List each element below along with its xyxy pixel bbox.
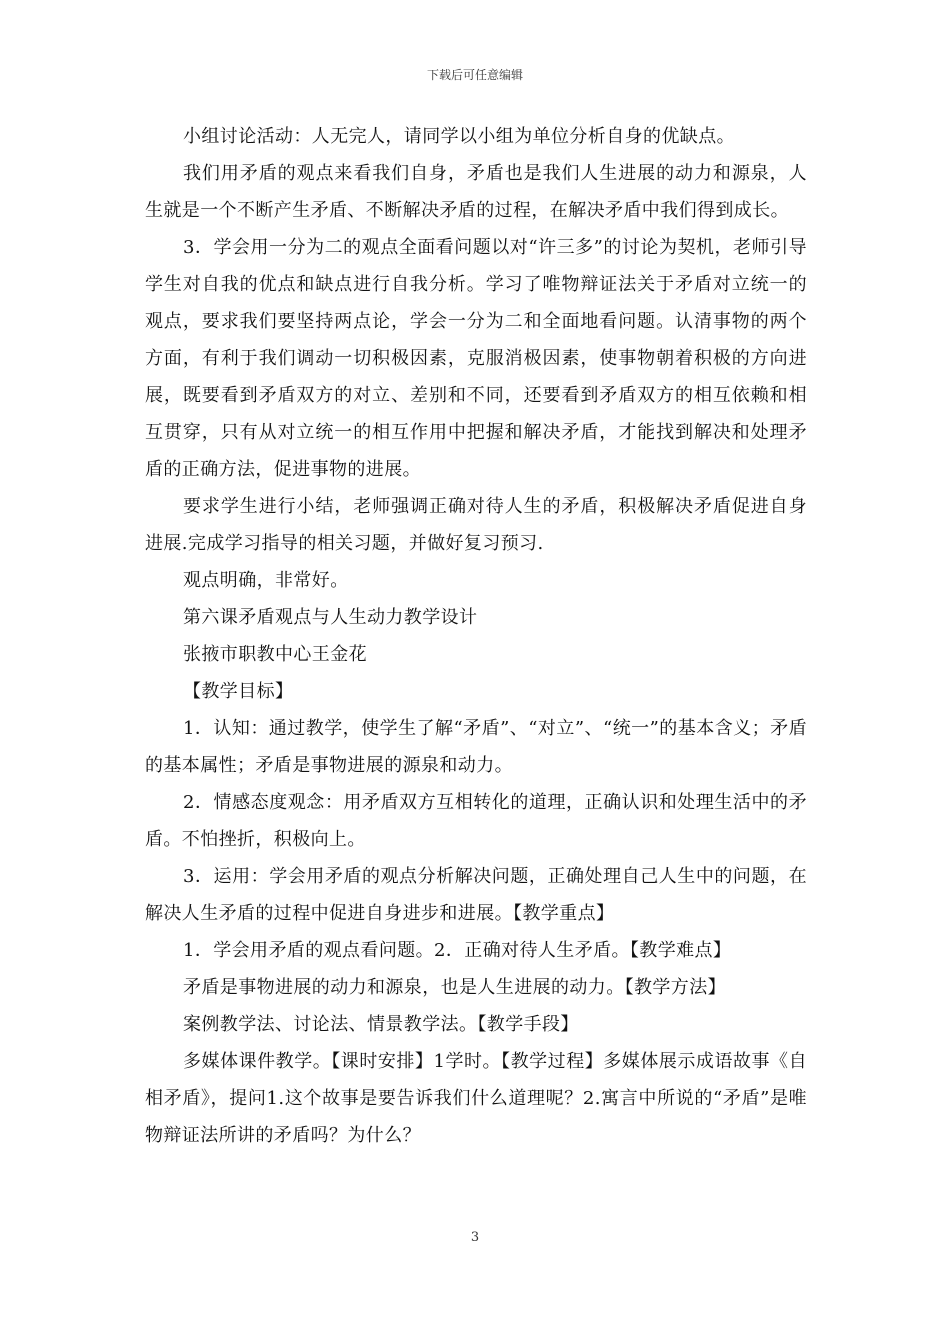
paragraph: 观点明确，非常好。 <box>183 570 349 591</box>
document-body <box>145 118 807 1154</box>
paragraph: 小组讨论活动：人无完人，请同学以小组为单位分析自身的优缺点。 <box>183 126 735 147</box>
paragraph: 1．认知：通过教学，使学生了解“矛盾”、“对立”、“统一”的基本含义；矛盾的基本属性；矛盾是事物进展的源泉和动力。 <box>145 718 807 776</box>
paragraph: 矛盾是事物进展的动力和源泉，也是人生进展的动力。【教学方法】 <box>183 977 726 998</box>
author-line: 张掖市职教中心王金花 <box>183 644 367 665</box>
page-number: 3 <box>470 1230 480 1245</box>
paragraph: 1．学会用矛盾的观点看问题。2．正确对待人生矛盾。【教学难点】 <box>183 940 732 961</box>
paragraph: 2．情感态度观念：用矛盾双方互相转化的道理，正确认识和处理生活中的矛盾。不怕挫折，积极向上。 <box>145 792 807 850</box>
page-header: 下载后可任意编辑 <box>426 68 523 82</box>
lesson-title: 第六课矛盾观点与人生动力教学设计 <box>183 607 478 628</box>
paragraph: 多媒体课件教学。【课时安排】1学时。【教学过程】多媒体展示成语故事《自相矛盾》，提问1.这个故事是要告诉我们什么道理呢？2.寓言中所说的“矛盾”是唯物辩证法所讲的矛盾吗？为什么？ <box>145 1051 807 1146</box>
paragraph: 我们用矛盾的观点来看我们自身，矛盾也是我们人生进展的动力和源泉，人生就是一个不断产生矛盾、不断解决矛盾的过程，在解决矛盾中我们得到成长。 <box>145 163 807 221</box>
paragraph: 要求学生进行小结，老师强调正确对待人生的矛盾，积极解决矛盾促进自身进展.完成学习指导的相关习题，并做好复习预习. <box>145 496 807 554</box>
paragraph: 3．学会用一分为二的观点全面看问题以对“许三多”的讨论为契机，老师引导学生对自我的优点和缺点进行自我分析。学习了唯物辩证法关于矛盾对立统一的观点，要求我们要坚持两点论，学会一分为二和全面地看问题。认清事物的两个方面，有利于我们调动一切积极因素，克服消极因素，使事物朝着积极的方向进展，既要看到矛盾双方的对立、差别和不同，还要看到矛盾双方的相互依赖和相互贯穿，只有从对立统一的相互作用中把握和解决矛盾，才能找到解决和处理矛盾的正确方法，促进事物的进展。 <box>145 237 807 480</box>
paragraph: 3．运用：学会用矛盾的观点分析解决问题，正确处理自己人生中的问题，在解决人生矛盾的过程中促进自身进步和进展。【教学重点】 <box>145 866 807 924</box>
section-heading: 【教学目标】 <box>183 681 294 702</box>
paragraph: 案例教学法、讨论法、情景教学法。【教学手段】 <box>183 1014 579 1035</box>
